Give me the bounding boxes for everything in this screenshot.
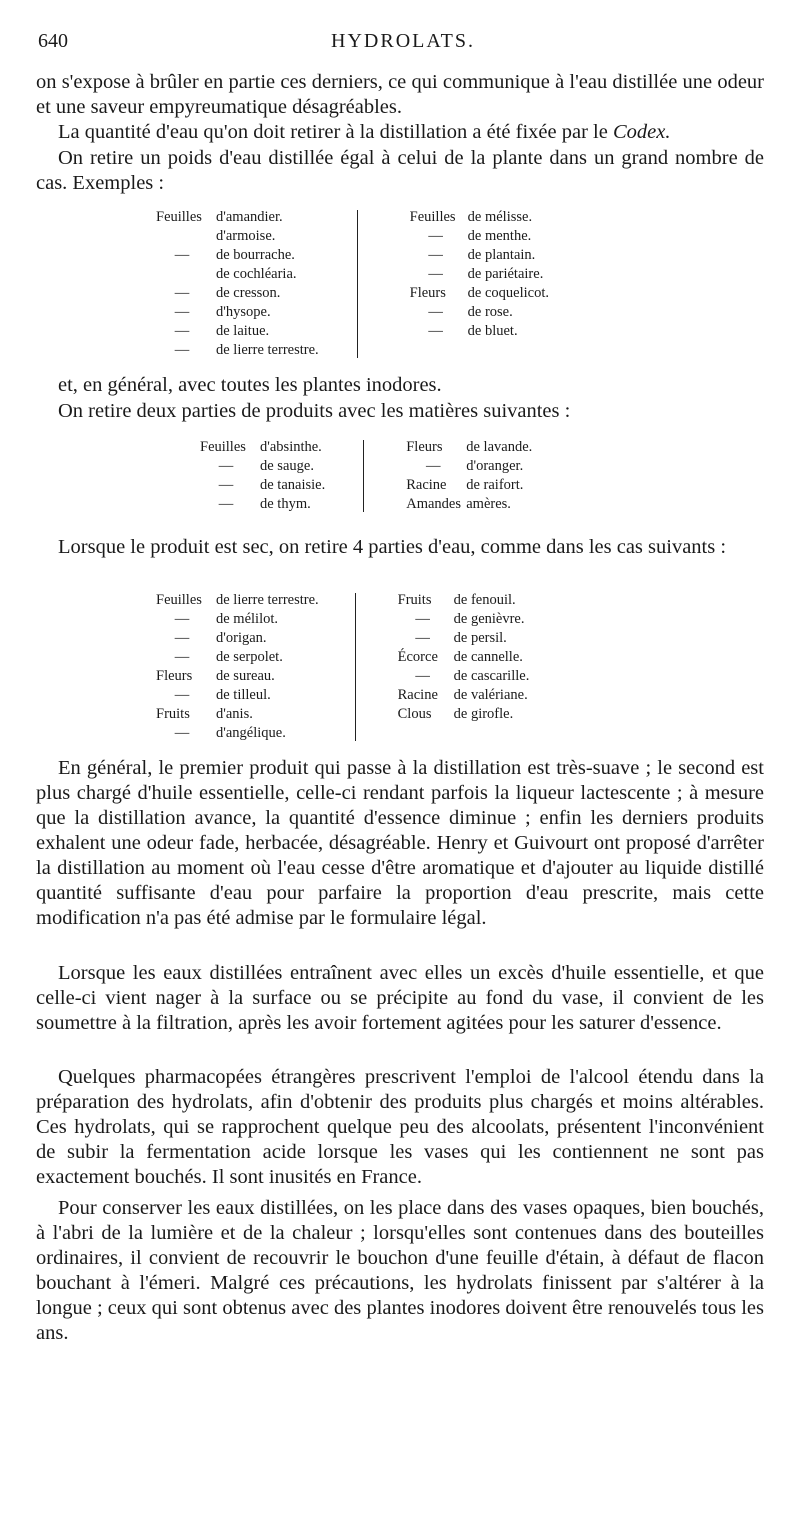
list-item-category: — [174,323,190,339]
list-item [410,265,549,284]
list-item-category: — [174,725,190,741]
list-item [156,303,271,322]
list-item-category: — [174,687,190,703]
list-item [410,227,549,246]
list-item [156,648,319,667]
list-item [398,705,530,724]
list-item-name: de thym. [260,496,311,512]
paragraph-4: et, en général, avec toutes les plantes inodores. [58,374,442,396]
list-item-category: — [174,342,190,358]
list-item [410,246,549,265]
list-item-category: Fruits [397,592,432,608]
list-item-category [156,265,208,284]
paragraph-1: on s'expose à brûler en partie ces derniers, ce qui communique à l'eau distillée une odeur et une saveur empyreumatique désagréables. [36,71,764,118]
list-item [156,341,319,360]
column-divider [363,440,364,512]
list-item-category: — [174,630,190,646]
paragraph-7: En général, le premier produit qui passe à la distillation est très-suave ; le second est plus chargé d'huile essentielle, celle-ci rendant parfois la liqueur lactescente ; à mesure que la distillation avance, la quantité d'essence diminue ; enfin les derniers produits exhalent une odeur fade, herbacée, désagréable. Henry et Guivourt ont proposé d'arrêter la distillation au moment où l'eau cesse d'être aromatique et d'ajouter au liquide distillé quantité suffisante d'eau pour parfaire la proportion d'eau prescrite, mais cette modification n'a pas été admise par le formulaire légal. [36,757,764,929]
list-item-category: — [174,304,190,320]
column-divider [357,210,358,358]
list-item [156,724,319,743]
list-item [156,629,319,648]
list-item-name: de cresson. [216,285,281,301]
list-item [406,495,532,514]
list-item [410,208,549,227]
list-item-name: de cochléaria. [216,266,297,282]
list-item-name: de bourrache. [216,247,295,263]
list-item [410,284,549,303]
list-item-category: Feuilles [156,592,202,608]
list-item [410,322,549,341]
list-item-name: de pariétaire. [467,266,544,282]
list-item-category: — [174,247,190,263]
list-item-category: Racine [397,687,438,703]
list-item-category: — [428,323,443,339]
list-item [156,265,297,284]
list-item [156,322,269,341]
list-item-name: d'angélique. [216,725,286,741]
running-title: HYDROLATS. [331,30,475,52]
list-item-category: Fleurs [156,668,193,684]
list-item [406,438,532,457]
list-item [156,284,280,303]
plant-list-table-1 [156,208,549,360]
list-item [156,246,295,265]
list-item-name: de tilleul. [216,687,271,703]
list-item [406,457,532,476]
list-item-category: — [415,611,430,627]
list-item-name: de rose. [467,304,513,320]
list-item-category: Racine [406,477,447,493]
list-item-category: — [218,458,234,474]
list-item-name: d'oranger. [466,458,524,474]
table-3-right-column [398,591,530,743]
list-item [156,667,319,686]
list-item-category: — [415,668,430,684]
list-item-category: — [428,266,443,282]
list-item-name: de valériane. [453,687,528,703]
list-item [156,591,319,610]
paragraph-3: On retire un poids d'eau distillée égal à celui de la plante dans un grand nombre de cas. Exemples : [36,147,764,194]
list-item-name: de coquelicot. [467,285,549,301]
paragraph-2 [36,120,764,145]
paragraph-8: Lorsque les eaux distillées entraînent avec elles un excès d'huile essentielle, et que celle-ci vient nager à la surface ou se précipite au fond du vase, il convient de les soumettre à la filtration, après les avoir fortement agitées pour les saturer d'essence. [36,962,764,1034]
list-item-name: de persil. [453,630,507,646]
list-item-category: Fleurs [409,285,446,301]
list-item-name: d'absinthe. [260,439,322,455]
list-item [398,629,530,648]
list-item-category: — [218,477,234,493]
list-item-category: — [174,649,190,665]
list-item-name: de fenouil. [453,592,516,608]
list-item-name: de plantain. [467,247,536,263]
table-2-left-column [200,438,325,514]
list-item-name: de serpolet. [216,649,283,665]
list-item-name: d'amandier. [216,209,283,225]
list-item-name: de lierre terrestre. [216,592,319,608]
list-item [156,208,283,227]
table-1-right-column [410,208,549,360]
list-item-category: — [174,285,190,301]
list-item [398,667,530,686]
list-item [398,591,530,610]
table-2-right-column [406,438,532,514]
list-item-category: Feuilles [156,209,202,225]
list-item-name: de girofle. [453,706,514,722]
list-item [156,227,275,246]
paragraph-6: Lorsque le produit est sec, on retire 4 parties d'eau, comme dans les cas suivants : [58,536,727,558]
paragraph-5: On retire deux parties de produits avec les matières suivantes : [58,400,571,422]
list-item-name: de lavande. [466,439,533,455]
list-item [200,476,325,495]
list-item-name: d'origan. [216,630,267,646]
list-item-category: Fruits [156,706,190,722]
paragraph-10: Pour conserver les eaux distillées, on les place dans des vases opaques, bien bouchés, à l'abri de la lumière et de la chaleur ; lorsqu'elles sont contenues dans des bouteilles ordinaires, il convient de recouvrir le bouchon d'une feuille d'étain, à défaut de flacon bouchant à l'émeri. Malgré ces précautions, les hydrolats finissent par s'altérer à la longue ; ceux qui sont obtenus avec des plantes inodores doivent être renouvelés tous les ans. [36,1197,764,1344]
list-item [398,648,530,667]
list-item [156,686,319,705]
list-item-name: d'anis. [216,706,253,722]
list-item-category: Feuilles [200,439,246,455]
list-item-category: — [428,304,443,320]
list-item-category: — [428,247,443,263]
list-item-name: de cascarille. [453,668,530,684]
list-item-category: — [415,630,430,646]
list-item-category: Feuilles [409,209,456,225]
list-item-name: de sureau. [216,668,275,684]
list-item-category: — [218,496,234,512]
list-item-name: de laitue. [216,323,270,339]
list-item [200,438,325,457]
list-item-name: de genièvre. [453,611,525,627]
list-item-name: amères. [466,496,511,512]
codex-reference: Codex. [612,121,671,143]
list-item [200,495,325,514]
list-item [398,686,530,705]
list-item [410,303,549,322]
list-item-name: de bluet. [467,323,518,339]
list-item-name: de sauge. [260,458,314,474]
plant-list-table-2 [200,438,532,514]
list-item-category: Amandes [406,496,461,512]
list-item-name: d'armoise. [216,228,276,244]
column-divider [355,593,356,741]
paragraph-9: Quelques pharmacopées étrangères prescrivent l'emploi de l'alcool étendu dans la préparation des hydrolats, afin d'obtenir des produits plus chargés et moins altérables. Ces hydrolats, qui se rapprochent quelque peu des alcoolats, présentent l'inconvénient de subir la fermentation acide lorsque les vases qui les contiennent ne sont pas exactement bouchés. Il sont inusités en France. [36,1066,764,1188]
list-item [200,457,325,476]
list-item-name: de cannelle. [453,649,523,665]
list-item [398,610,530,629]
list-item-category: — [428,228,443,244]
list-item-name: de mélisse. [467,209,533,225]
list-item-category: — [425,458,441,474]
list-item-name: de menthe. [467,228,532,244]
list-item-category [156,227,208,246]
list-item-name: d'hysope. [216,304,271,320]
table-3-left-column [156,591,319,743]
list-item-category: Écorce [397,649,438,665]
list-item-name: de lierre terrestre. [216,342,319,358]
plant-list-table-3 [156,591,529,743]
list-item-category: Clous [397,706,432,722]
page-header [38,30,768,56]
list-item-name: de tanaisie. [260,477,326,493]
list-item-name: de raifort. [466,477,524,493]
list-item-name: de mélilot. [216,611,279,627]
paragraph-2-text: La quantité d'eau qu'on doit retirer à la distillation a été fixée par le [58,121,613,143]
list-item-category: Fleurs [406,439,443,455]
list-item [156,610,319,629]
table-1-left-column [156,208,319,360]
page-number: 640 [38,30,68,52]
list-item [406,476,532,495]
list-item [156,705,319,724]
list-item-category: — [174,611,190,627]
